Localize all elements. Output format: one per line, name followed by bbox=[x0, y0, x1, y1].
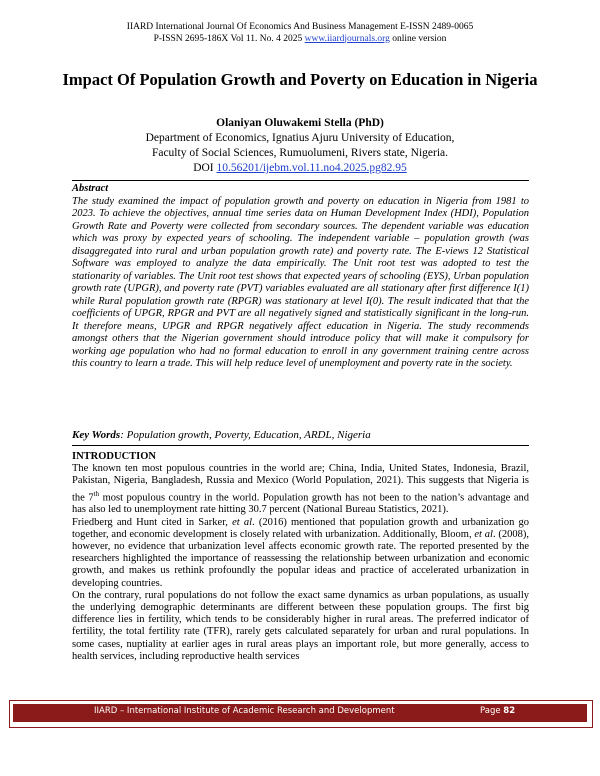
author-name: Olaniyan Oluwakemi Stella (PhD) bbox=[216, 117, 384, 129]
abstract-text: The study examined the impact of population growth and poverty on education in Nigeria from 1981 to 2023. To achieve the objectives, annual time series data on Human Development Index (HDI), Population Growth Rate and Poverty were collected from secondary sources. The dependent variable was education which was proxy by expected years of schooling. The independent variable – population growth (was disaggregated into rural and urban population growth rate) and poverty rate. The E-views 12 Statistical Software was employed to analyze the data empirically. The Unit root test was adopted to test the stationarity of variables. The Unit root test shows that expected years of schooling (EYS), Urban population growth rate (UPGR), and poverty rate (PVT) variables evaluated are all stationary after first difference I(1) while Rural population growth rate (RPGR) was stationary at level I(0). The result indicated that that the coefficients of UPGR, RPGR and PVT are all negatively signed and statistically significant in the long-run. It therefore means, UPGR and RPGR negatively affect education in Nigeria. The study recommends amongst others that the Nigerian government should introduce policy that will make it compulsory for working age population who had no formal education to enroll in any government training centre across this country to learn a trade. This will help reduce level of unemployment and poverty rate in the society. bbox=[72, 195, 529, 369]
intro-p2-text-b: . (2016) mentioned that population growth and urbanization go together, and economic development is closely related with urbanization. Additionally, Bloom, bbox=[72, 516, 529, 540]
intro-p2-etal: et al bbox=[232, 516, 253, 528]
paper-title: Impact Of Population Growth and Poverty on Education in Nigeria bbox=[62, 70, 538, 89]
footer-page-label: Page bbox=[480, 706, 504, 716]
introduction-heading: INTRODUCTION bbox=[72, 451, 157, 462]
abstract-heading: Abstract bbox=[72, 183, 109, 194]
doi-line bbox=[0, 161, 600, 176]
footer-institute: IIARD – International Institute of Academic Research and Development bbox=[94, 706, 395, 716]
keywords-line bbox=[72, 429, 529, 442]
journal-line-1: IIARD International Journal Of Economics And Business Management E-ISSN 2489-0065 bbox=[126, 22, 474, 32]
intro-p2-etal-2: et al bbox=[474, 528, 493, 540]
journal-issn-volume: P-ISSN 2695-186X Vol 11. No. 4 2025 bbox=[153, 33, 305, 44]
keywords-label: Key Words bbox=[72, 429, 121, 441]
keywords-text: : Population growth, Poverty, Education, ARDL, Nigeria bbox=[120, 429, 371, 441]
journal-website-link[interactable]: www.iiardjournals.org bbox=[304, 33, 390, 44]
abstract-section bbox=[72, 183, 529, 371]
journal-online-version: online version bbox=[389, 33, 447, 44]
doi-link[interactable]: 10.56201/ijebm.vol.11.no4.2025.pg82.95 bbox=[216, 162, 407, 174]
affiliation-line-2: Faculty of Social Sciences, Rumuolumeni, Rivers state, Nigeria. bbox=[151, 147, 449, 159]
intro-p1-text-a: The known ten most populous countries in the world are; China, India, United States, Indonesia, Brazil, Pakistan, Nigeria, Bangladesh, Russia and Mexico (World Population, 2021). This suggests that Nigeria is the 7 bbox=[72, 463, 529, 504]
journal-header bbox=[0, 22, 600, 45]
intro-p1-superscript: th bbox=[93, 489, 100, 498]
intro-paragraph-3: On the contrary, rural populations do not follow the exact same dynamics as urban populations, as usually the underlying demographic determinants are different between these population groups. The first big difference lies in fertility, which tends to be considerably higher in rural areas. The preferred indicator of fertility, the total fertility rate (TFR), rarely gets calculated separately for urban and rural populations. In some cases, nuptiality at earlier ages in rural areas plays an important role, but more generally, access to health services, including reproductive health services bbox=[72, 589, 529, 662]
intro-paragraph-1 bbox=[72, 463, 529, 516]
affiliation-line-1: Department of Economics, Ignatius Ajuru University of Education, bbox=[145, 132, 455, 144]
intro-paragraph-2 bbox=[72, 517, 529, 590]
intro-p2-text-c: . (2008), however, no evidence that urbanization level affects economic growth rate. The reported presented by the researchers highlighted the importance of reassessing the relationship between urbanization and economic growth, and makes us rethink profoundly the popular ideas and practice of accelerated urbanization in developing countries. bbox=[72, 528, 529, 589]
footer-page bbox=[480, 706, 515, 716]
page-footer bbox=[9, 700, 593, 728]
introduction-section bbox=[72, 451, 529, 663]
author-block bbox=[0, 116, 600, 176]
intro-p1-text-b: most populous country in the world. Population growth has not been to the nation’s advantage and has also led to unemployment rate hitting 30.7 percent (National Bureau Statistics, 2021). bbox=[72, 492, 530, 516]
abstract-top-rule bbox=[72, 180, 529, 181]
footer-page-number: 82 bbox=[503, 706, 516, 716]
keywords-rule bbox=[72, 445, 529, 446]
doi-label: DOI bbox=[193, 162, 217, 174]
intro-p2-text-a: Friedberg and Hunt cited in Sarker, bbox=[72, 516, 233, 528]
journal-line-2 bbox=[0, 34, 600, 46]
